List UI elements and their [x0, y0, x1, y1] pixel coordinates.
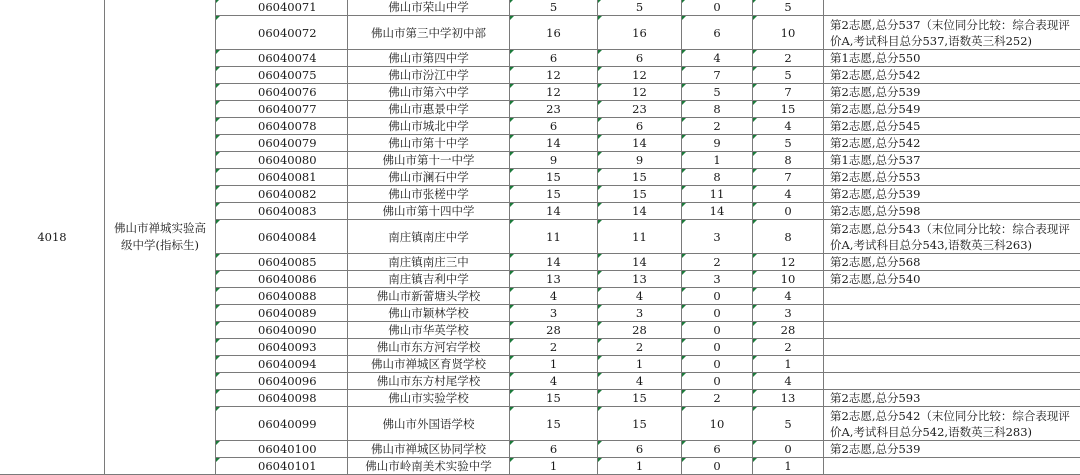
quota-count-cell: 9	[598, 152, 682, 169]
junior-school-name-cell: 佛山市第三中学初中部	[348, 16, 510, 50]
junior-school-name-cell: 佛山市外国语学校	[348, 407, 510, 441]
junior-school-name-cell: 佛山市禅城区育贤学校	[348, 356, 510, 373]
junior-school-name-cell: 佛山市张槎中学	[348, 186, 510, 203]
admitted-cell: 0	[682, 339, 753, 356]
quota-cell: 14	[510, 135, 598, 152]
junior-school-name-cell: 佛山市澜石中学	[348, 169, 510, 186]
cutoff-note-cell: 第2志愿,总分537（末位同分比较：综合表现评价A,考试科目总分537,语数英三科252)	[824, 16, 1080, 50]
remaining-cell: 7	[753, 169, 824, 186]
quota-cell: 13	[510, 271, 598, 288]
cutoff-note-cell	[824, 322, 1080, 339]
quota-count-cell: 11	[598, 220, 682, 254]
junior-school-code-cell: 06040071	[216, 0, 348, 16]
remaining-cell: 1	[753, 458, 824, 475]
admitted-cell: 2	[682, 118, 753, 135]
cutoff-note-cell: 第2志愿,总分539	[824, 441, 1080, 458]
quota-cell: 15	[510, 390, 598, 407]
junior-school-name-cell: 佛山市第六中学	[348, 84, 510, 101]
admitted-cell: 0	[682, 322, 753, 339]
admitted-cell: 2	[682, 254, 753, 271]
quota-count-cell: 28	[598, 322, 682, 339]
cutoff-note-cell	[824, 339, 1080, 356]
junior-school-code-cell: 06040072	[216, 16, 348, 50]
junior-school-name-cell: 佛山市第十四中学	[348, 203, 510, 220]
remaining-cell: 0	[753, 203, 824, 220]
remaining-cell: 10	[753, 16, 824, 50]
admitted-cell: 1	[682, 152, 753, 169]
junior-school-code-cell: 06040081	[216, 169, 348, 186]
quota-count-cell: 12	[598, 67, 682, 84]
quota-count-cell: 15	[598, 186, 682, 203]
admitted-cell: 0	[682, 458, 753, 475]
remaining-cell: 7	[753, 84, 824, 101]
junior-school-name-cell: 佛山市东方河宕学校	[348, 339, 510, 356]
admitted-cell: 6	[682, 441, 753, 458]
junior-school-code-cell: 06040075	[216, 67, 348, 84]
quota-cell: 23	[510, 101, 598, 118]
remaining-cell: 15	[753, 101, 824, 118]
junior-school-code-cell: 06040083	[216, 203, 348, 220]
junior-school-name-cell: 佛山市城北中学	[348, 118, 510, 135]
admitted-cell: 0	[682, 288, 753, 305]
remaining-cell: 8	[753, 220, 824, 254]
admitted-cell: 4	[682, 50, 753, 67]
remaining-cell: 5	[753, 0, 824, 16]
admitted-cell: 10	[682, 407, 753, 441]
junior-school-code-cell: 06040080	[216, 152, 348, 169]
table-row	[0, 0, 1080, 16]
quota-cell: 4	[510, 373, 598, 390]
admitted-cell: 14	[682, 203, 753, 220]
quota-cell: 3	[510, 305, 598, 322]
remaining-cell: 5	[753, 407, 824, 441]
quota-count-cell: 15	[598, 407, 682, 441]
admitted-cell: 9	[682, 135, 753, 152]
quota-cell: 4	[510, 288, 598, 305]
target-school-cell: 佛山市禅城实验高级中学(指标生)	[105, 0, 216, 475]
quota-cell: 6	[510, 441, 598, 458]
quota-cell: 1	[510, 356, 598, 373]
quota-count-cell: 3	[598, 305, 682, 322]
junior-school-name-cell: 佛山市禅城区协同学校	[348, 441, 510, 458]
remaining-cell: 4	[753, 186, 824, 203]
junior-school-name-cell: 佛山市颖林学校	[348, 305, 510, 322]
junior-school-code-cell: 06040074	[216, 50, 348, 67]
admitted-cell: 11	[682, 186, 753, 203]
junior-school-name-cell: 佛山市第四中学	[348, 50, 510, 67]
junior-school-code-cell: 06040086	[216, 271, 348, 288]
admitted-cell: 7	[682, 67, 753, 84]
admitted-cell: 5	[682, 84, 753, 101]
junior-school-name-cell: 佛山市东方村尾学校	[348, 373, 510, 390]
junior-school-code-cell: 06040096	[216, 373, 348, 390]
cutoff-note-cell	[824, 305, 1080, 322]
admitted-cell: 2	[682, 390, 753, 407]
cutoff-note-cell: 第2志愿,总分540	[824, 271, 1080, 288]
admitted-cell: 3	[682, 271, 753, 288]
remaining-cell: 12	[753, 254, 824, 271]
quota-count-cell: 16	[598, 16, 682, 50]
cutoff-note-cell: 第2志愿,总分593	[824, 390, 1080, 407]
junior-school-name-cell: 佛山市荣山中学	[348, 0, 510, 16]
cutoff-note-cell: 第2志愿,总分568	[824, 254, 1080, 271]
junior-school-name-cell: 佛山市第十中学	[348, 135, 510, 152]
quota-count-cell: 15	[598, 169, 682, 186]
quota-count-cell: 5	[598, 0, 682, 16]
quota-cell: 14	[510, 203, 598, 220]
admitted-cell: 3	[682, 220, 753, 254]
admitted-cell: 8	[682, 169, 753, 186]
remaining-cell: 1	[753, 356, 824, 373]
cutoff-note-cell: 第2志愿,总分539	[824, 186, 1080, 203]
junior-school-name-cell: 佛山市岭南美术实验中学	[348, 458, 510, 475]
junior-school-code-cell: 06040093	[216, 339, 348, 356]
junior-school-name-cell: 佛山市华英学校	[348, 322, 510, 339]
junior-school-name-cell: 佛山市第十一中学	[348, 152, 510, 169]
quota-cell: 6	[510, 50, 598, 67]
admitted-cell: 0	[682, 373, 753, 390]
quota-cell: 15	[510, 169, 598, 186]
junior-school-code-cell: 06040077	[216, 101, 348, 118]
junior-school-code-cell: 06040094	[216, 356, 348, 373]
quota-cell: 16	[510, 16, 598, 50]
quota-count-cell: 6	[598, 50, 682, 67]
cutoff-note-cell	[824, 288, 1080, 305]
junior-school-code-cell: 06040098	[216, 390, 348, 407]
junior-school-name-cell: 佛山市汾江中学	[348, 67, 510, 84]
junior-school-code-cell: 06040079	[216, 135, 348, 152]
cutoff-note-cell: 第2志愿,总分542	[824, 67, 1080, 84]
quota-count-cell: 1	[598, 458, 682, 475]
quota-cell: 6	[510, 118, 598, 135]
junior-school-code-cell: 06040100	[216, 441, 348, 458]
remaining-cell: 8	[753, 152, 824, 169]
junior-school-code-cell: 06040101	[216, 458, 348, 475]
quota-cell: 14	[510, 254, 598, 271]
junior-school-code-cell: 06040076	[216, 84, 348, 101]
junior-school-code-cell: 06040090	[216, 322, 348, 339]
cutoff-note-cell: 第2志愿,总分543（末位同分比较：综合表现评价A,考试科目总分543,语数英三科263)	[824, 220, 1080, 254]
cutoff-note-cell: 第2志愿,总分598	[824, 203, 1080, 220]
admitted-cell: 8	[682, 101, 753, 118]
quota-cell: 15	[510, 186, 598, 203]
cutoff-note-cell: 第2志愿,总分542	[824, 135, 1080, 152]
junior-school-code-cell: 06040088	[216, 288, 348, 305]
quota-count-cell: 6	[598, 118, 682, 135]
junior-school-name-cell: 佛山市实验学校	[348, 390, 510, 407]
admitted-cell: 0	[682, 305, 753, 322]
quota-count-cell: 13	[598, 271, 682, 288]
junior-school-code-cell: 06040085	[216, 254, 348, 271]
quota-cell: 12	[510, 67, 598, 84]
cutoff-note-cell: 第2志愿,总分553	[824, 169, 1080, 186]
remaining-cell: 2	[753, 339, 824, 356]
junior-school-code-cell: 06040078	[216, 118, 348, 135]
quota-count-cell: 6	[598, 441, 682, 458]
junior-school-name-cell: 南庄镇南庄中学	[348, 220, 510, 254]
quota-count-cell: 23	[598, 101, 682, 118]
group-code-cell: 4018	[0, 0, 105, 475]
quota-cell: 12	[510, 84, 598, 101]
junior-school-name-cell: 佛山市新蕾塘头学校	[348, 288, 510, 305]
cutoff-note-cell: 第1志愿,总分550	[824, 50, 1080, 67]
cutoff-note-cell: 第1志愿,总分537	[824, 152, 1080, 169]
cutoff-note-cell	[824, 0, 1080, 16]
remaining-cell: 5	[753, 67, 824, 84]
admitted-cell: 6	[682, 16, 753, 50]
junior-school-name-cell: 南庄镇南庄三中	[348, 254, 510, 271]
remaining-cell: 5	[753, 135, 824, 152]
quota-cell: 11	[510, 220, 598, 254]
remaining-cell: 10	[753, 271, 824, 288]
cutoff-note-cell: 第2志愿,总分539	[824, 84, 1080, 101]
remaining-cell: 3	[753, 305, 824, 322]
quota-cell: 9	[510, 152, 598, 169]
quota-count-cell: 14	[598, 254, 682, 271]
quota-count-cell: 1	[598, 356, 682, 373]
quota-count-cell: 4	[598, 288, 682, 305]
quota-cell: 28	[510, 322, 598, 339]
remaining-cell: 4	[753, 118, 824, 135]
quota-count-cell: 12	[598, 84, 682, 101]
quota-count-cell: 2	[598, 339, 682, 356]
junior-school-code-cell: 06040082	[216, 186, 348, 203]
remaining-cell: 13	[753, 390, 824, 407]
cutoff-note-cell: 第2志愿,总分542（末位同分比较：综合表现评价A,考试科目总分542,语数英三科283)	[824, 407, 1080, 441]
quota-cell: 15	[510, 407, 598, 441]
quota-count-cell: 14	[598, 203, 682, 220]
quota-cell: 5	[510, 0, 598, 16]
junior-school-code-cell: 06040099	[216, 407, 348, 441]
admitted-cell: 0	[682, 0, 753, 16]
cutoff-note-cell	[824, 373, 1080, 390]
quota-count-cell: 14	[598, 135, 682, 152]
remaining-cell: 28	[753, 322, 824, 339]
remaining-cell: 0	[753, 441, 824, 458]
remaining-cell: 2	[753, 50, 824, 67]
cutoff-note-cell	[824, 458, 1080, 475]
junior-school-code-cell: 06040089	[216, 305, 348, 322]
quota-count-cell: 4	[598, 373, 682, 390]
cutoff-note-cell: 第2志愿,总分549	[824, 101, 1080, 118]
cutoff-note-cell: 第2志愿,总分545	[824, 118, 1080, 135]
quota-count-cell: 15	[598, 390, 682, 407]
junior-school-name-cell: 佛山市惠景中学	[348, 101, 510, 118]
cutoff-note-cell	[824, 356, 1080, 373]
junior-school-name-cell: 南庄镇吉利中学	[348, 271, 510, 288]
junior-school-code-cell: 06040084	[216, 220, 348, 254]
admitted-cell: 0	[682, 356, 753, 373]
remaining-cell: 4	[753, 373, 824, 390]
quota-cell: 2	[510, 339, 598, 356]
remaining-cell: 4	[753, 288, 824, 305]
quota-cell: 1	[510, 458, 598, 475]
